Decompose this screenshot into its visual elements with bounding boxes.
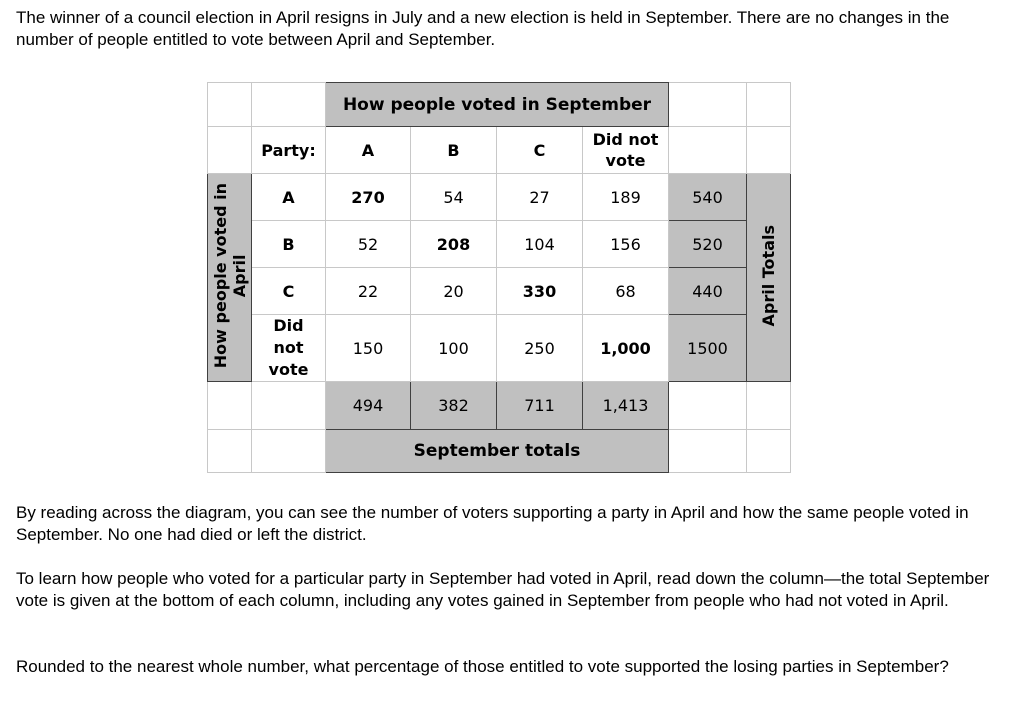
reading-text: By reading across the diagram, you can see the number of voters supporting a party in April and how the same people voted in September. No one had died or left the district.	[16, 503, 969, 544]
cell-dnv-a: 150	[326, 315, 411, 382]
april-totals-label: April Totals	[747, 174, 791, 382]
empty-cell	[747, 430, 791, 473]
empty-cell	[669, 83, 747, 127]
column-header-a: A	[326, 127, 411, 174]
cell-a-did-not-vote: 189	[583, 174, 669, 221]
empty-cell	[252, 83, 326, 127]
cell-b-b: 208	[411, 221, 497, 268]
column-header-did-not-vote: Did not vote	[583, 127, 669, 174]
row-party-b: B	[252, 221, 326, 268]
april-total-did-not-vote: 1500	[669, 315, 747, 382]
cell-dnv-b: 100	[411, 315, 497, 382]
april-total-c: 440	[669, 268, 747, 315]
column-text: To learn how people who voted for a particular party in September had voted in April, read down the column—the total September vote is given at the bottom of each column, including any votes gained in September from people who had not voted in April.	[16, 569, 990, 610]
cell-c-c: 330	[497, 268, 583, 315]
april-total-b: 520	[669, 221, 747, 268]
empty-cell	[208, 382, 252, 430]
empty-cell	[208, 127, 252, 174]
april-total-a: 540	[669, 174, 747, 221]
september-total-b: 382	[411, 382, 497, 430]
intro-text: The winner of a council election in April resigns in July and a new election is held in September. There are no changes in the number of people entitled to vote between April and September.	[16, 8, 950, 49]
cell-a-c: 27	[497, 174, 583, 221]
september-total-did-not-vote: 1,413	[583, 382, 669, 430]
september-total-a: 494	[326, 382, 411, 430]
cell-c-a: 22	[326, 268, 411, 315]
cell-b-c: 104	[497, 221, 583, 268]
cell-dnv-did-not-vote: 1,000	[583, 315, 669, 382]
september-total-c: 711	[497, 382, 583, 430]
column-header-b: B	[411, 127, 497, 174]
voting-table	[207, 82, 791, 473]
empty-cell	[747, 127, 791, 174]
empty-cell	[669, 382, 747, 430]
column-header-c: C	[497, 127, 583, 174]
row-did-not-vote: Did not vote	[252, 315, 326, 382]
question-text: Rounded to the nearest whole number, what percentage of those entitled to vote supported the losing parties in September?	[16, 657, 949, 676]
empty-cell	[208, 83, 252, 127]
empty-cell	[669, 430, 747, 473]
party-label: Party:	[252, 127, 326, 174]
empty-cell	[252, 382, 326, 430]
april-row-label: How people voted in April	[208, 174, 252, 382]
cell-b-did-not-vote: 156	[583, 221, 669, 268]
empty-cell	[747, 382, 791, 430]
cell-a-b: 54	[411, 174, 497, 221]
cell-a-a: 270	[326, 174, 411, 221]
cell-b-a: 52	[326, 221, 411, 268]
cell-c-did-not-vote: 68	[583, 268, 669, 315]
empty-cell	[252, 430, 326, 473]
empty-cell	[669, 127, 747, 174]
row-party-c: C	[252, 268, 326, 315]
cell-dnv-c: 250	[497, 315, 583, 382]
empty-cell	[208, 430, 252, 473]
cell-c-b: 20	[411, 268, 497, 315]
september-header: How people voted in September	[326, 83, 669, 127]
empty-cell	[747, 83, 791, 127]
september-totals-label: September totals	[326, 430, 669, 473]
row-party-a: A	[252, 174, 326, 221]
